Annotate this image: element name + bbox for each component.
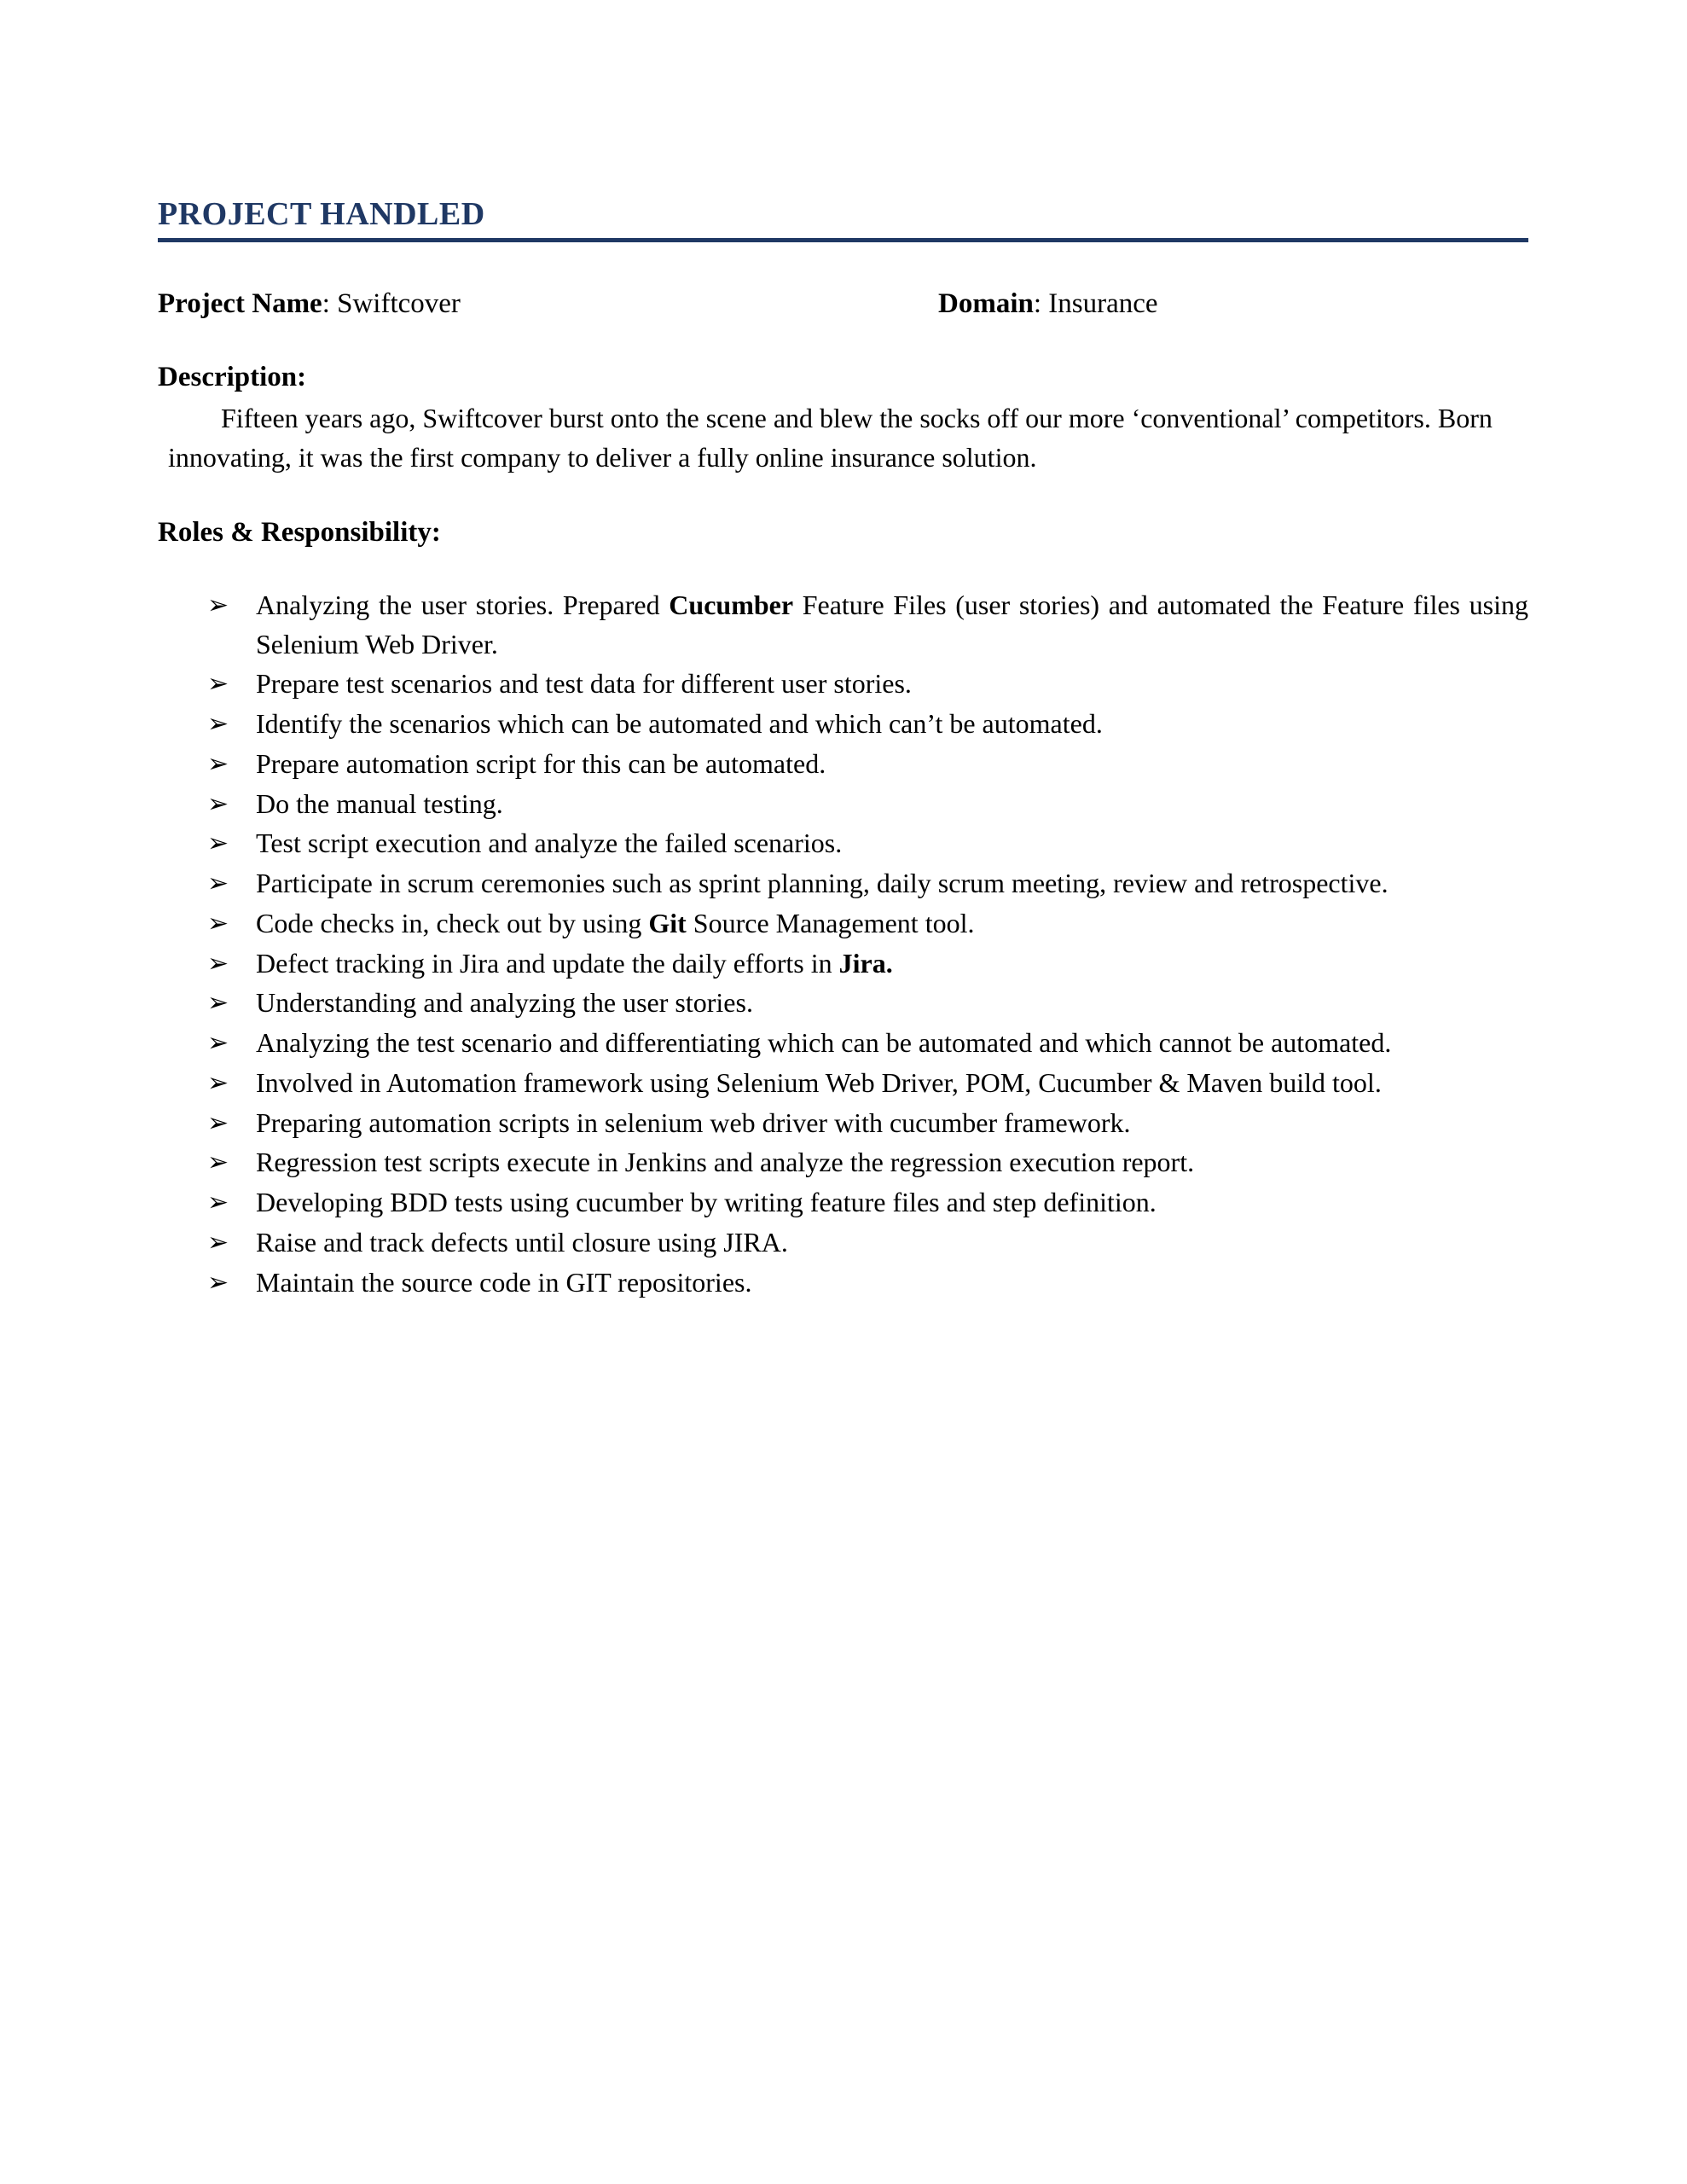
list-item-text-pre: Do the manual testing. [256, 787, 503, 819]
domain-separator: : [1033, 288, 1049, 319]
domain-label: Domain [938, 288, 1034, 319]
list-item-text-pre: Defect tracking in Jira and update the daily efforts in [256, 947, 839, 979]
list-item-text [256, 1064, 1528, 1103]
list-item [158, 705, 1528, 744]
list-item-text [256, 705, 1528, 744]
list-item-text-pre: Code checks in, check out by using [256, 907, 649, 938]
list-item-text [256, 824, 1528, 863]
arrowhead-bullet-icon: ➢ [207, 590, 229, 620]
list-item [158, 785, 1528, 824]
arrowhead-bullet-icon: ➢ [207, 988, 229, 1019]
list-item-text-pre: Prepare test scenarios and test data for different user stories. [256, 668, 912, 700]
list-item-text-emphasis: Jira. [838, 947, 893, 979]
project-name-separator: : [322, 288, 338, 319]
list-item-text [256, 1223, 1528, 1263]
arrowhead-bullet-icon: ➢ [207, 1188, 229, 1218]
list-item-text-pre: Maintain the source code in GIT repositories. [256, 1266, 752, 1298]
list-item-text [256, 1183, 1528, 1223]
list-item [158, 665, 1528, 704]
list-item [158, 944, 1528, 984]
domain-field [938, 288, 1158, 322]
list-item-text-post: Source Management tool. [686, 907, 975, 938]
arrowhead-bullet-icon: ➢ [207, 669, 229, 700]
arrowhead-bullet-icon: ➢ [207, 868, 229, 899]
list-item-text-pre: Understanding and analyzing the user stories. [256, 987, 753, 1019]
list-item-text-pre: Prepare automation script for this can be automated. [256, 747, 826, 779]
arrowhead-bullet-icon: ➢ [207, 1067, 229, 1098]
arrowhead-bullet-icon: ➢ [207, 908, 229, 938]
list-item-text-pre: Participate in scrum ceremonies such as sprint planning, daily scrum meeting, review and retrospective. [256, 868, 1388, 899]
arrowhead-bullet-icon: ➢ [207, 1227, 229, 1258]
list-item-text [256, 904, 1528, 944]
list-item [158, 984, 1528, 1023]
list-item [158, 904, 1528, 944]
list-item [158, 1104, 1528, 1143]
list-item-text [256, 1263, 1528, 1303]
list-item [158, 1024, 1528, 1063]
project-meta-row [158, 288, 1528, 323]
list-item [158, 864, 1528, 903]
list-item [158, 1223, 1528, 1263]
list-item-text [256, 745, 1528, 784]
list-item-text [256, 1143, 1528, 1182]
arrowhead-bullet-icon: ➢ [207, 948, 229, 979]
list-item-text [256, 665, 1528, 704]
list-item-text-pre: Preparing automation scripts in selenium web driver with cucumber framework. [256, 1107, 1131, 1138]
list-item-text-post: Feature Files (user stories) and automated the Feature files using Selenium Web Driver. [256, 589, 1529, 659]
list-item-text-pre: Identify the scenarios which can be automated and which can’t be automated. [256, 708, 1103, 740]
list-item-text-pre: Test script execution and analyze the failed scenarios. [256, 828, 843, 859]
list-item [158, 586, 1528, 665]
arrowhead-bullet-icon: ➢ [207, 788, 229, 819]
roles-responsibility-list [158, 586, 1528, 1303]
arrowhead-bullet-icon: ➢ [207, 1267, 229, 1298]
project-name-label: Project Name [158, 288, 322, 319]
list-item-text-emphasis: Git [648, 907, 687, 938]
page-title: PROJECT HANDLED [158, 198, 1528, 242]
roles-responsibility-heading: Roles & Responsibility: [158, 517, 441, 549]
list-item-text-pre: Analyzing the test scenario and differentiating which can be automated and which cannot be automated. [256, 1027, 1392, 1059]
list-item [158, 824, 1528, 863]
domain-value: Insurance [1048, 288, 1158, 319]
list-item [158, 1263, 1528, 1303]
list-item [158, 1183, 1528, 1223]
project-name-value: Swiftcover [337, 288, 461, 319]
list-item-text-pre: Involved in Automation framework using Selenium Web Driver, POM, Cucumber & Maven build tool. [256, 1066, 1382, 1098]
arrowhead-bullet-icon: ➢ [207, 709, 229, 740]
list-item-text [256, 785, 1528, 824]
list-item-text-pre: Developing BDD tests using cucumber by writing feature files and step definition. [256, 1187, 1157, 1218]
project-name-field [158, 288, 461, 322]
arrowhead-bullet-icon: ➢ [207, 1147, 229, 1178]
list-item-text [256, 1024, 1528, 1063]
list-item-text [256, 984, 1528, 1023]
list-item-text-pre: Analyzing the user stories. Prepared [256, 589, 670, 620]
arrowhead-bullet-icon: ➢ [207, 828, 229, 859]
arrowhead-bullet-icon: ➢ [207, 1107, 229, 1138]
description-body: Fifteen years ago, Swiftcover burst onto the scene and blew the socks off our more ‘conventional’ competitors. Born innovating, it was the first company to deliver a fully online insurance solution. [168, 403, 1493, 473]
list-item [158, 1143, 1528, 1182]
list-item-text [256, 944, 1528, 984]
list-item-text [256, 1104, 1528, 1143]
list-item-text-pre: Regression test scripts execute in Jenkins and analyze the regression execution report. [256, 1147, 1195, 1178]
list-item [158, 1064, 1528, 1103]
arrowhead-bullet-icon: ➢ [207, 1028, 229, 1059]
arrowhead-bullet-icon: ➢ [207, 748, 229, 779]
list-item-text-pre: Raise and track defects until closure using JIRA. [256, 1226, 788, 1258]
list-item [158, 745, 1528, 784]
list-item-text [256, 864, 1528, 903]
list-item-text-emphasis: Cucumber [669, 589, 794, 620]
description-heading: Description: [158, 361, 307, 392]
page-content [158, 198, 1528, 1303]
list-item-text [256, 586, 1528, 665]
